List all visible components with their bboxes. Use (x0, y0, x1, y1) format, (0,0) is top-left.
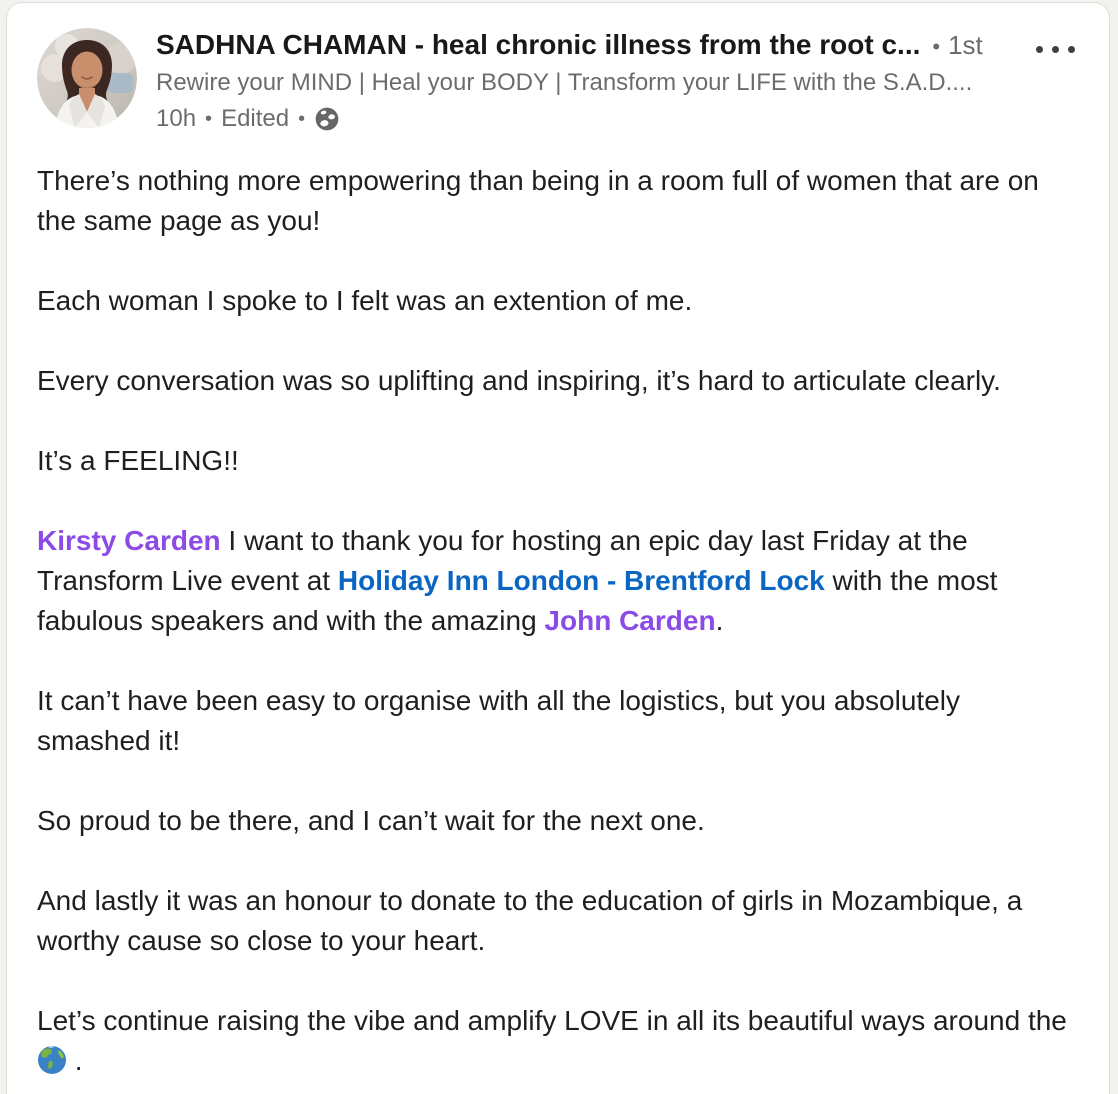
post-text: with the most fabulous speakers and with the amazing (37, 565, 998, 636)
post-time: 10h (156, 105, 197, 132)
post-paragraph (37, 161, 1075, 241)
author-name[interactable]: SADHNA CHAMAN - heal chronic illness from the root c... (156, 29, 921, 60)
meta-separator: • (205, 107, 213, 130)
post-text: It’s a FEELING!! (37, 445, 239, 476)
author-info (156, 28, 1030, 133)
ellipsis-icon (1068, 46, 1075, 53)
post-text: I want to thank you for hosting an epic day last Friday at the Transform Live event at (37, 525, 968, 596)
meta-separator: • (298, 107, 306, 130)
connection-degree: • 1st (932, 30, 983, 60)
ellipsis-icon (1052, 46, 1059, 53)
post-text: There’s nothing more empowering than being in a room full of women that are on the same page as you! (37, 165, 1039, 236)
post-text: Each woman I spoke to I felt was an extention of me. (37, 285, 693, 316)
post-paragraph (37, 361, 1075, 401)
post-paragraph (37, 281, 1075, 321)
post-card (6, 2, 1110, 1094)
post-paragraph (37, 881, 1075, 961)
post-text: Every conversation was so uplifting and inspiring, it’s hard to articulate clearly. (37, 365, 1001, 396)
avatar[interactable] (37, 28, 137, 128)
post-paragraph (37, 801, 1075, 841)
author-headline: Rewire your MIND | Heal your BODY | Transform your LIFE with the S.A.D.... (156, 69, 973, 96)
post-meta (156, 105, 1030, 133)
ellipsis-icon (1036, 46, 1043, 53)
mention-link[interactable]: Kirsty Carden (37, 525, 221, 556)
post-body (7, 133, 1109, 1081)
mention-link[interactable]: John Carden (544, 605, 716, 636)
post-text: . (74, 1045, 83, 1076)
post-text: It can’t have been easy to organise with all the logistics, but you absolutely smashed it! (37, 685, 960, 756)
post-text: Let’s continue raising the vibe and amplify LOVE in all its beautiful ways around the (37, 1005, 1067, 1036)
post-text: . (715, 605, 724, 636)
profile-photo (37, 28, 137, 128)
post-paragraph (37, 1001, 1075, 1081)
post-header (7, 3, 1109, 133)
post-text: And lastly it was an honour to donate to the education of girls in Mozambique, a worthy cause so close to your heart. (37, 885, 1023, 956)
post-options-button[interactable] (1030, 36, 1081, 63)
post-paragraph (37, 681, 1075, 761)
post-paragraph (37, 441, 1075, 481)
place-link[interactable]: Holiday Inn London - Brentford Lock (337, 565, 825, 596)
earth-emoji (37, 1045, 75, 1076)
globe-icon (314, 106, 340, 132)
edited-label: Edited (221, 105, 290, 132)
post-paragraph (37, 521, 1075, 641)
post-text: So proud to be there, and I can’t wait for the next one. (37, 805, 705, 836)
